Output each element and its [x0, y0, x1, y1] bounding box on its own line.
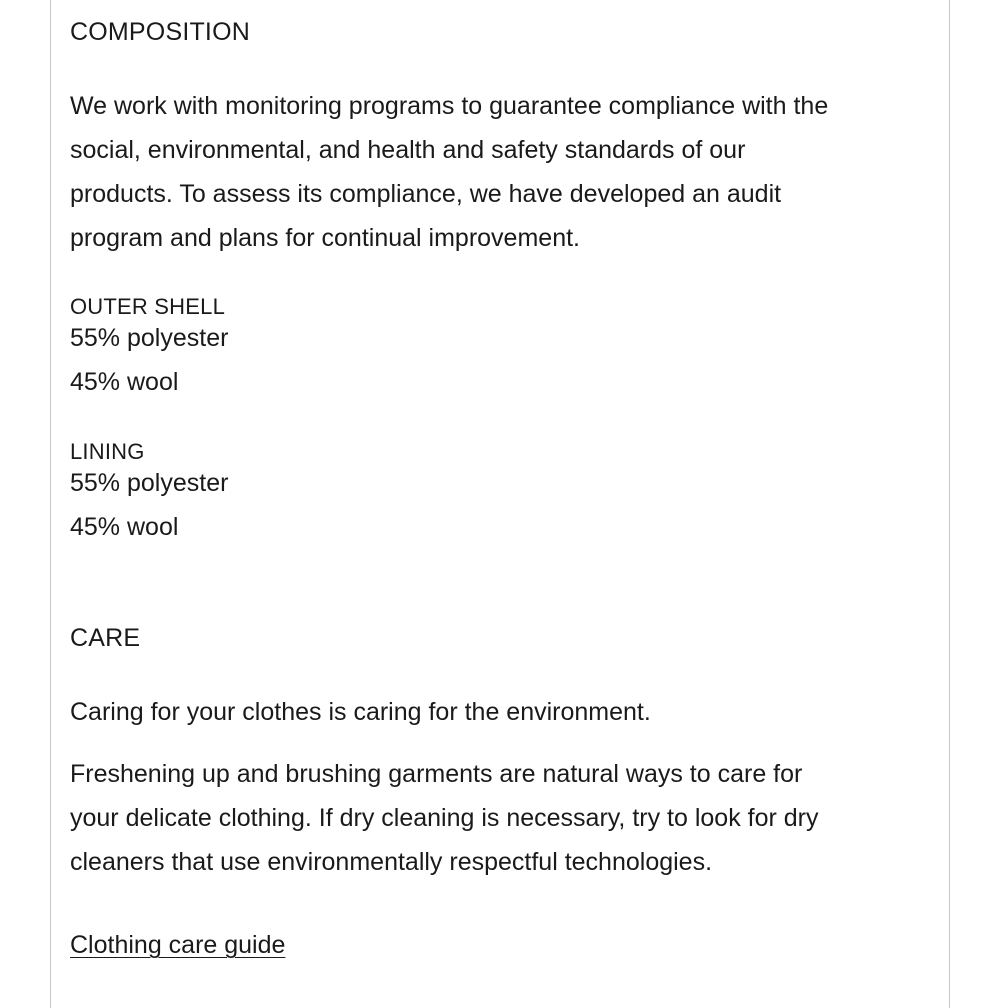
lining-material: 45% wool	[70, 513, 179, 541]
composition-description-line: program and plans for continual improvement.	[70, 224, 580, 252]
care-heading: CARE	[70, 624, 141, 652]
composition-description-line: products. To assess its compliance, we have developed an audit	[70, 180, 782, 208]
composition-description	[70, 84, 828, 260]
lining-label: LINING	[70, 439, 145, 464]
composition-description-line: social, environmental, and health and safety standards of our	[70, 136, 746, 164]
composition-heading: COMPOSITION	[70, 18, 250, 46]
care-description-line: your delicate clothing. If dry cleaning is necessary, try to look for dry	[70, 804, 819, 832]
composition-description-line: We work with monitoring programs to guarantee compliance with the	[70, 92, 829, 120]
care-intro: Caring for your clothes is caring for the environment.	[70, 698, 651, 726]
care-description-line: cleaners that use environmentally respectful technologies.	[70, 848, 713, 876]
care-description-line: Freshening up and brushing garments are natural ways to care for	[70, 760, 803, 788]
outer-shell-label: OUTER SHELL	[70, 294, 226, 319]
lining-material: 55% polyester	[70, 469, 229, 497]
outer-shell-material: 55% polyester	[70, 324, 229, 352]
product-details-panel	[50, 0, 950, 1008]
clothing-care-guide-link[interactable]: Clothing care guide	[70, 931, 286, 959]
outer-shell-material: 45% wool	[70, 368, 179, 396]
care-description	[70, 752, 819, 884]
